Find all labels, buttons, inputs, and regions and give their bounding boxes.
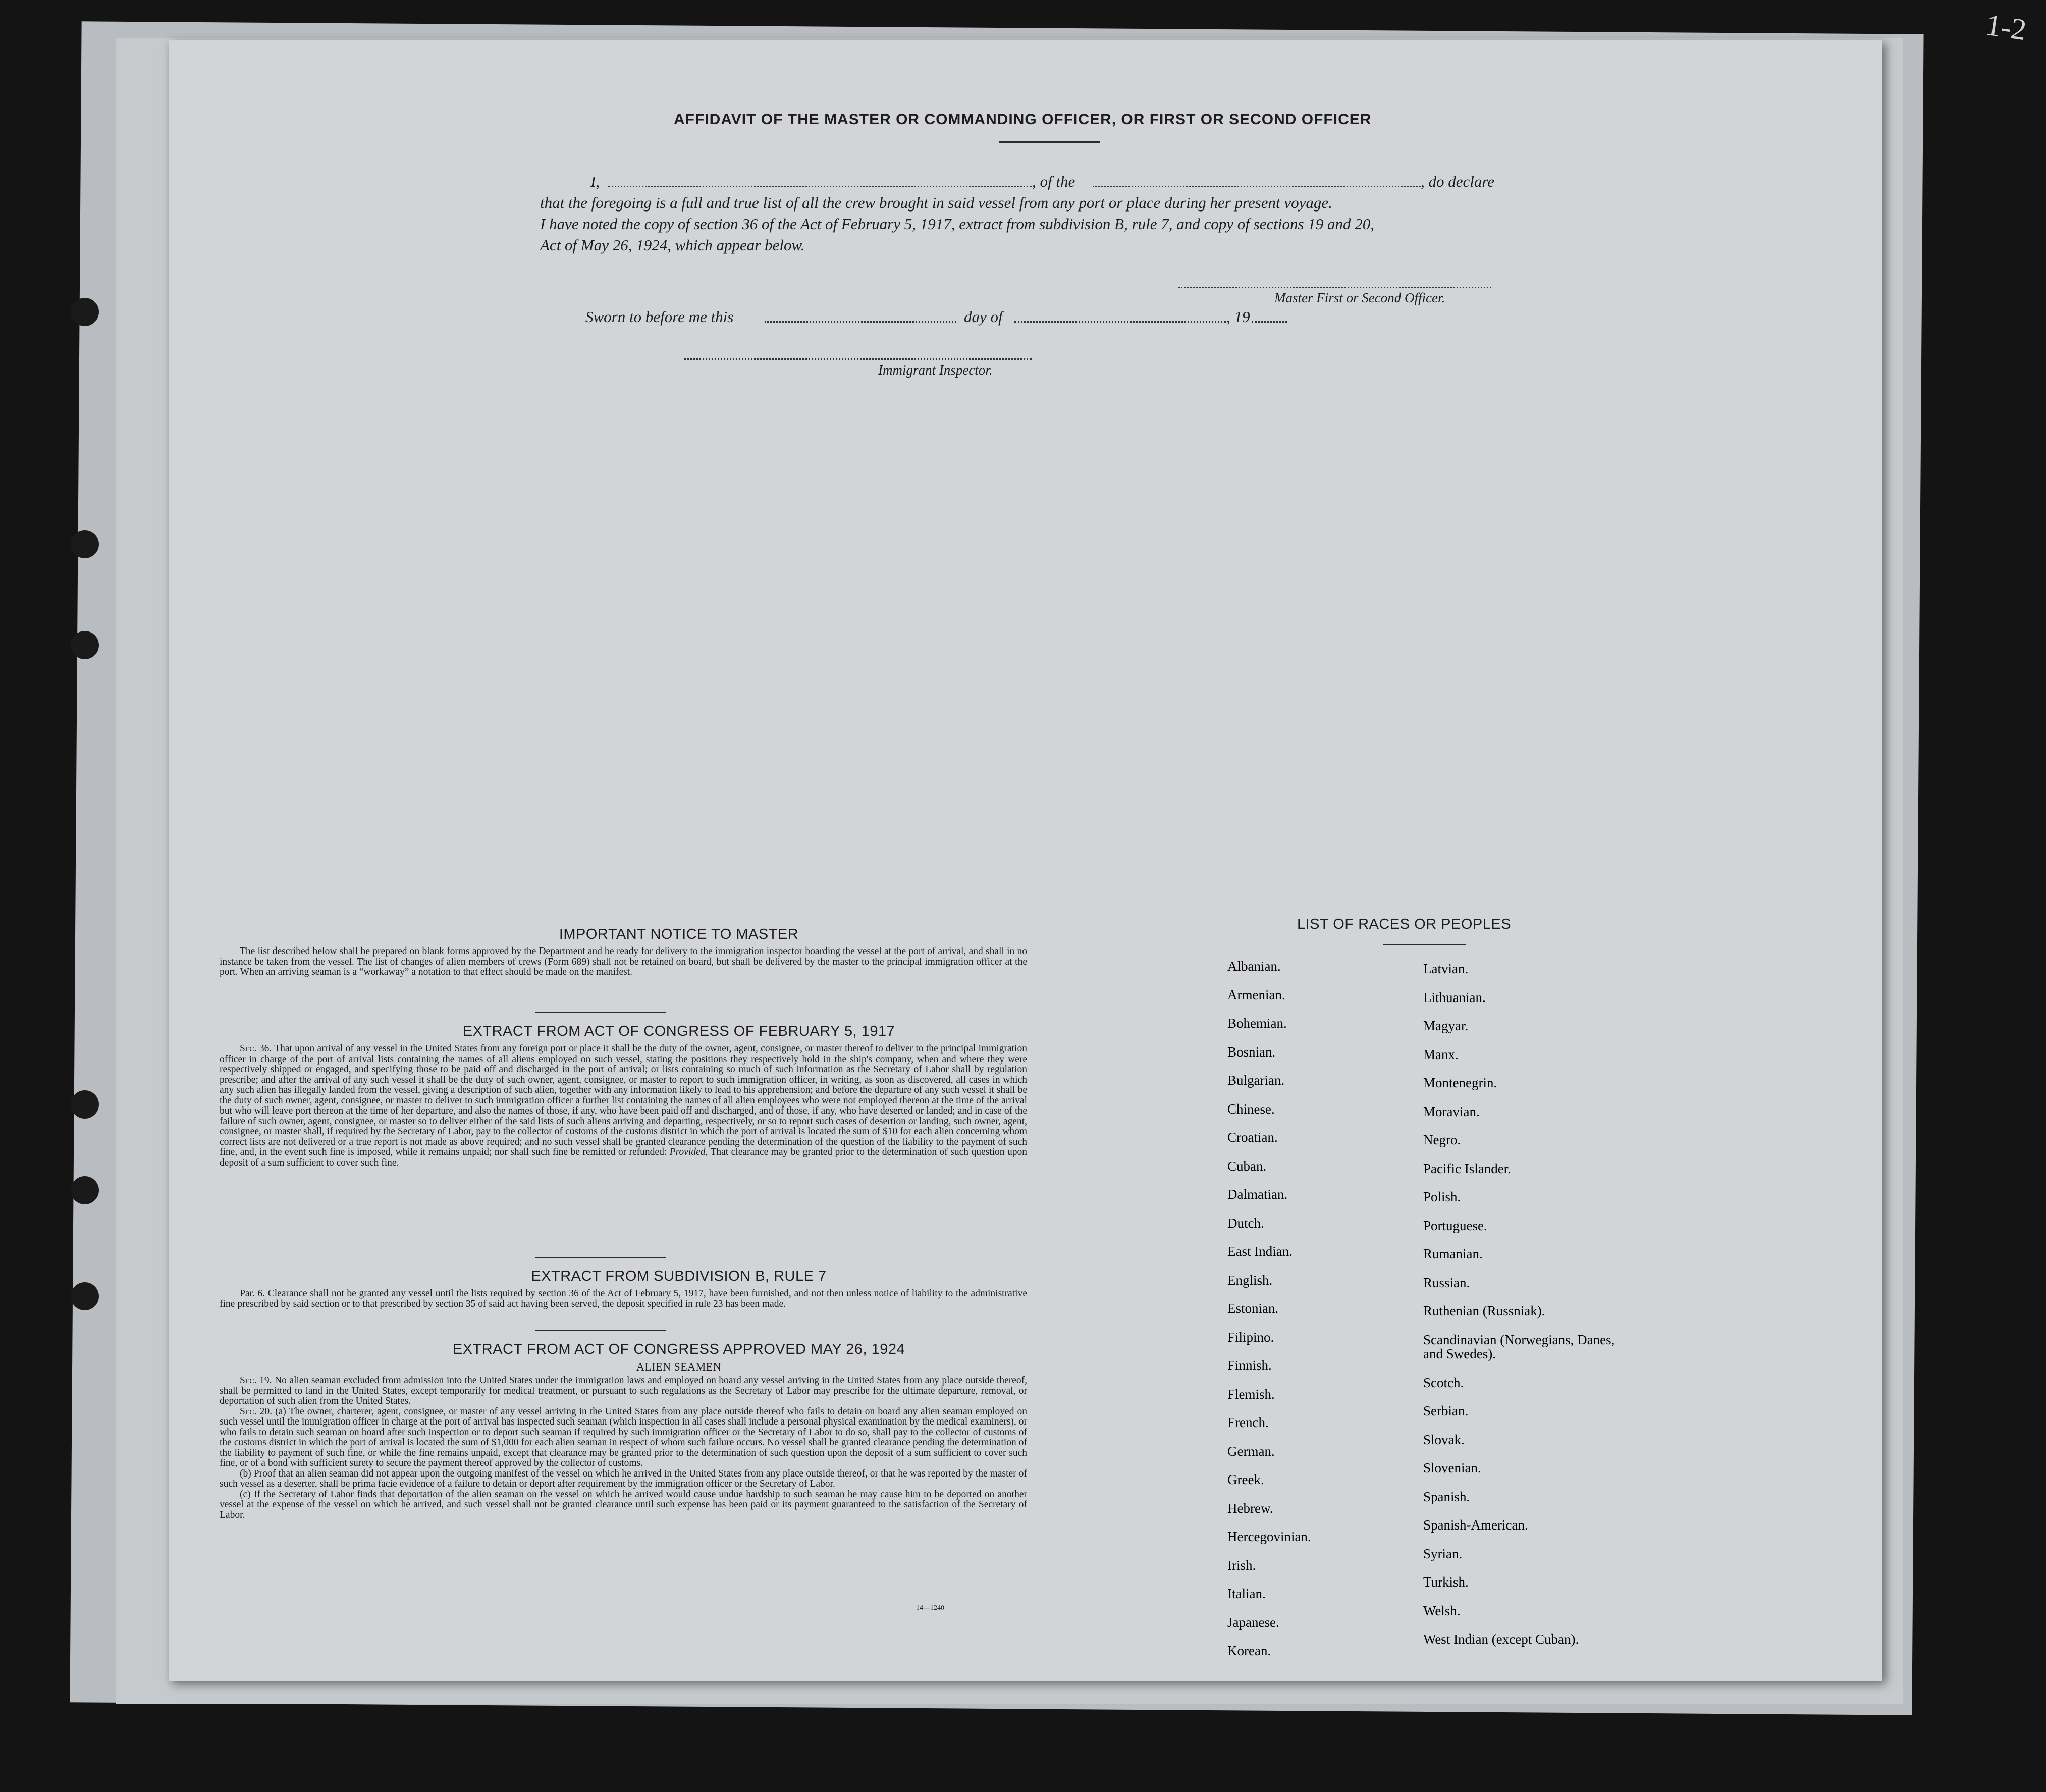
extract-1917-title: EXTRACT FROM ACT OF CONGRESS OF FEBRUARY 5, 1917	[462, 1023, 895, 1039]
race-item: Hebrew.	[1227, 1500, 1273, 1516]
race-item: Pacific Islander.	[1423, 1161, 1511, 1176]
race-item: East Indian.	[1227, 1244, 1293, 1259]
corner-mark: 1-2	[1983, 8, 2029, 47]
notice-paragraph: The list described below shall be prepared on blank forms approved by the Department and be ready for delivery to the immigration inspector boarding the vessel at the port of arrival, and shall in no instance be taken from the vessel. The list of changes of alien members of crews (Form 689) shall not be retained on board, but shall be delivered by the master to the principal immigration officer at the port. When an arriving seaman is a “workaway” a notation to that effect should be made on the manifest.	[220, 946, 1027, 977]
binder-hole	[71, 530, 99, 558]
race-item: Serbian.	[1423, 1403, 1469, 1418]
sworn-label: Sworn to before me this	[585, 308, 734, 326]
race-item: Turkish.	[1423, 1574, 1469, 1590]
section-20-label: Sec. 20.	[240, 1406, 273, 1417]
section-divider	[535, 1330, 666, 1331]
master-signature-field[interactable]	[1178, 287, 1491, 288]
race-item: Bosnian.	[1227, 1044, 1276, 1060]
year-label: , 19	[1226, 308, 1250, 326]
race-item: Spanish.	[1423, 1489, 1470, 1504]
section-19-label: Sec. 19.	[240, 1375, 272, 1386]
race-item: Polish.	[1423, 1189, 1461, 1204]
race-item: Portuguese.	[1423, 1218, 1487, 1233]
race-item: Korean.	[1227, 1643, 1271, 1658]
section-20a-text: (a) The owner, charterer, agent, consignee, or master of any vessel arriving in the United States from any place outside thereof who fails to detain on board any alien seaman employed on such vessel until the immigration officer in charge at the port of arrival has inspected such seaman (which inspection in all cases shall include a personal physical examination by the medical examiners), or who fails to detain such seaman on board after such inspection or to deport such seaman if required by such immigration officer or the Secretary of Labor to do so, shall pay to the collector of customs of the customs district in which the port of arrival is located the sum of $1,000 for each alien seaman in respect of whom such failure occurs. No vessel shall be granted clearance pending the determination of the liability to payment of such fine, or while the fine remains unpaid, except that clearance may be granted prior to the determination of such question upon the deposit of a sum sufficient to cover such fine, or of a bond with sufficient surety to secure the payment thereof approved by the collector of customs.	[220, 1406, 1028, 1468]
races-divider	[1383, 944, 1466, 945]
race-item: Dalmatian.	[1227, 1187, 1288, 1202]
subdivision-b-paragraph: Par. 6. Clearance shall not be granted any vessel until the lists required by section 36 of the Act of February 5, 1917, have been furnished, and not then unless notice of liability to the administrative fine prescribed by said section or to that prescribed by section 35 of said act having been served, the deposit specified in rule 23 has been made.	[220, 1288, 1027, 1309]
extract-1924-body	[220, 1376, 1027, 1520]
section-19-text: No alien seaman excluded from admission into the United States under the immigration laws and employed on board any vessel arriving in the United States from any place outside thereof, shall be permitted to land in the United States, except temporarily for medical treatment, or pursuant to such regulations as the Secretary of Labor may prescribe for the ultimate departure, removal, or deportation of such alien from the United States.	[220, 1375, 1028, 1406]
section-36-text-end: That clearance may be granted prior to the determination of such question upon deposit of a sum sufficient to cover such fine.	[220, 1147, 1027, 1168]
race-item: Bulgarian.	[1227, 1073, 1285, 1088]
section-divider	[535, 1257, 666, 1258]
race-item: Filipino.	[1227, 1329, 1274, 1345]
race-item: Slovak.	[1423, 1432, 1465, 1447]
races-title: LIST OF RACES OR PEOPLES	[1297, 916, 1512, 932]
form-number: 14—1240	[916, 1604, 944, 1612]
binder-hole	[71, 1176, 99, 1204]
affidavit-form-page	[169, 40, 1882, 1681]
section-36-text: That upon arrival of any vessel in the United States from any foreign port or place it shall be the duty of the owner, agent, consignee, or master thereof to deliver to the principal immigration officer in charge of the port of arrival lists containing the names of all aliens employed on such vessel, stating the positions they respectively hold in the ship's company, when and where they were respectively shipped or engaged, and specifying those to be paid off and discharged in the port of arrival; or lists containing so much of such information as the Secretary of Labor shall by regulation prescribe; and after the arrival of any such vessel it shall be the duty of such owner, agent, consignee, or master to report to such immigration officer, in writing, as soon as discovered, all cases in which any such alien has illegally landed from the vessel, giving a description of such alien, together with any information likely to lead to his apprehension; and before the departure of any such vessel it shall be the duty of such owner, agent, consignee, or master to deliver to such immigration officer a further list containing the names of all alien employees who were not employed thereon at the time of the arrival but who will leave port thereon at the time of her departure, and also the names of those, if any, who have been paid off and discharged, and of those, if any, who have deserted or landed; and in case of the failure of such owner, agent, consignee, or master so to deliver either of the said lists of such aliens arriving and departing, respectively, or so to report such cases of desertion or landing, such owner, agent, consignee, or master shall, if required by the Secretary of Labor, pay to the collector of customs of the customs district in which the port of arrival is located the sum of $10 for each alien concerning whom correct lists are not delivered or a true report is not made as above required; and no such vessel shall be granted clearance pending the determination of the question of the liability to the payment of such fine, and, in the event such fine is imposed, while it remains unpaid; nor shall such fine be remitted or refunded:	[220, 1043, 1027, 1157]
race-item: Scotch.	[1423, 1375, 1464, 1390]
races-right-column	[1423, 962, 1635, 1661]
section-36-label: Sec. 36.	[240, 1043, 272, 1054]
race-item: Irish.	[1227, 1557, 1256, 1573]
race-item: Japanese.	[1227, 1614, 1279, 1630]
day-of-label: day of	[964, 308, 1003, 326]
race-item: English.	[1227, 1272, 1273, 1288]
race-item: Italian.	[1227, 1586, 1266, 1601]
race-item: Bohemian.	[1227, 1016, 1287, 1031]
subdivision-b-title: EXTRACT FROM SUBDIVISION B, RULE 7	[531, 1268, 827, 1284]
affidavit-do-declare: , do declare	[1421, 173, 1495, 190]
race-item: Negro.	[1423, 1132, 1461, 1147]
race-item: Magyar.	[1423, 1018, 1469, 1033]
section-20c-text: (c) If the Secretary of Labor finds that deportation of the alien seaman on the vessel on which he arrived would cause undue hardship to such seaman he may cause him to be deported on another vessel at the expense of the vessel on which he arrived, and such vessel shall not be granted clearance until such expense has been paid or its payment guaranteed to the satisfaction of the Secretary of Labor.	[220, 1489, 1027, 1520]
race-item: Spanish-American.	[1423, 1517, 1528, 1533]
provided-word: Provided,	[669, 1147, 708, 1157]
race-item: West Indian (except Cuban).	[1423, 1631, 1579, 1647]
race-item: Welsh.	[1423, 1603, 1461, 1618]
sworn-day-field[interactable]	[765, 321, 956, 323]
binder-hole	[71, 1282, 99, 1310]
binder-hole	[71, 631, 99, 659]
inspector-signature-field[interactable]	[684, 358, 1032, 360]
race-item: Ruthenian (Russniak).	[1423, 1303, 1545, 1319]
section-20b-text: (b) Proof that an alien seaman did not appear upon the outgoing manifest of the vessel on which he arrived in the United States from any place outside thereof, or that he was reported by the master of such vessel as a deserter, shall be prima facie evidence of a failure to detain or deport after requirement by the immigration officer or the Secretary of Labor.	[220, 1468, 1027, 1489]
race-item: Croatian.	[1227, 1130, 1278, 1145]
subdivision-b-body	[220, 1289, 1027, 1309]
race-item: Greek.	[1227, 1472, 1264, 1487]
race-item: French.	[1227, 1415, 1269, 1430]
inspector-signature-label: Immigrant Inspector.	[878, 362, 993, 378]
race-item: Slovenian.	[1423, 1460, 1481, 1475]
affidavit-line-2: that the foregoing is a full and true list of all the crew brought in said vessel from any port or place during her present voyage.	[540, 194, 1332, 212]
race-item: Montenegrin.	[1423, 1075, 1497, 1090]
alien-seamen-subtitle: ALIEN SEAMEN	[636, 1360, 721, 1373]
affidavit-i-label: I,	[590, 173, 600, 190]
race-item: Chinese.	[1227, 1101, 1275, 1117]
race-item: Dutch.	[1227, 1215, 1264, 1231]
sworn-month-field[interactable]	[1014, 321, 1226, 323]
extract-1917-body	[220, 1044, 1027, 1168]
race-item: Cuban.	[1227, 1158, 1267, 1174]
race-item: Hercegovinian.	[1227, 1529, 1311, 1544]
affidavit-title: AFFIDAVIT OF THE MASTER OR COMMANDING OFFICER, OR FIRST OR SECOND OFFICER	[674, 111, 1372, 128]
master-signature-label: Master First or Second Officer.	[1274, 290, 1445, 305]
binder-hole	[71, 1090, 99, 1119]
section-divider	[535, 1012, 666, 1013]
extract-1924-title: EXTRACT FROM ACT OF CONGRESS APPROVED MAY 26, 1924	[452, 1341, 905, 1357]
race-item: Lithuanian.	[1423, 989, 1486, 1005]
race-item: Scandinavian (Norwegians, Danes, and Swedes).	[1423, 1332, 1615, 1361]
notice-body	[220, 946, 1027, 978]
race-item: Armenian.	[1227, 987, 1285, 1003]
affidavit-line-4: Act of May 26, 1924, which appear below.	[540, 236, 805, 254]
race-item: Finnish.	[1227, 1358, 1272, 1373]
race-item: Moravian.	[1423, 1103, 1480, 1119]
race-item: Flemish.	[1227, 1386, 1275, 1402]
sworn-year-field[interactable]	[1252, 321, 1287, 323]
vessel-name-field[interactable]	[1093, 186, 1421, 187]
affidavit-line-3: I have noted the copy of section 36 of the Act of February 5, 1917, extract from subdivision B, rule 7, and copy of sections 19 and 20,	[540, 215, 1375, 233]
affidavit-of-the: , of the	[1032, 173, 1075, 190]
races-left-column	[1227, 959, 1409, 1672]
race-item: Russian.	[1423, 1275, 1470, 1290]
race-item: Syrian.	[1423, 1546, 1463, 1561]
notice-title: IMPORTANT NOTICE TO MASTER	[559, 926, 799, 942]
declarant-name-field[interactable]	[608, 186, 1032, 187]
race-item: Estonian.	[1227, 1301, 1279, 1316]
title-divider	[999, 141, 1100, 143]
race-item: Albanian.	[1227, 959, 1281, 974]
race-item: German.	[1227, 1443, 1275, 1459]
binder-hole	[71, 298, 99, 326]
race-item: Manx.	[1423, 1046, 1459, 1062]
race-item: Rumanian.	[1423, 1246, 1483, 1261]
race-item: Latvian.	[1423, 961, 1469, 976]
